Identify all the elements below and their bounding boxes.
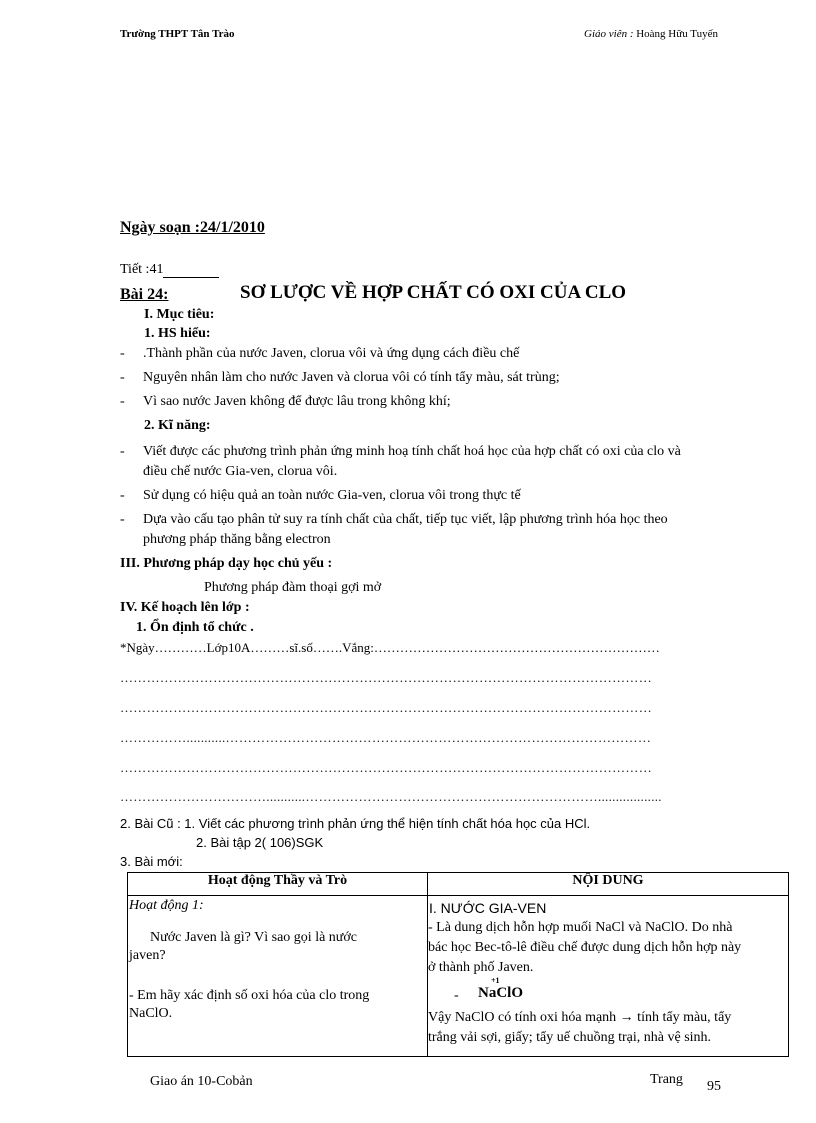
- understand-item-1: [120, 346, 520, 362]
- teacher-info: [584, 28, 718, 40]
- content-line: - Là dung dịch hỗn hợp muối NaCl và NaClO. Do nhà: [428, 920, 733, 935]
- period-underline: [163, 265, 219, 278]
- review-line-2: 2. Bài tập 2( 106)SGK: [196, 835, 324, 850]
- bullet: -: [120, 394, 125, 409]
- bullet: -: [120, 512, 125, 527]
- table-row: [128, 896, 789, 1057]
- understand-item-text: Vì sao nước Javen không để được lâu trong không khí;: [143, 394, 451, 409]
- question-2-line: NaClO.: [129, 1006, 173, 1021]
- dot-line: ……………...........……………………………………………………………………………………: [120, 730, 652, 745]
- dot-line: …………………………………………………………………………………………………………: [120, 700, 652, 715]
- question-2-line: - Em hãy xác định số oxi hóa của clo trong: [129, 988, 370, 1003]
- methods-text: Phương pháp đàm thoại gợi mở: [204, 580, 382, 595]
- content-line: bác học Bec-tô-lê điều chế được dung dịch hỗn hợp này: [428, 940, 742, 955]
- dot-line: …………………………………………………………………………………………………………: [120, 670, 652, 685]
- skills-item-3: [120, 512, 668, 547]
- lesson-number: Bài 24:: [120, 286, 169, 303]
- school-name: Trường THPT Tân Trào: [120, 28, 235, 40]
- dot-line: …………………………………………………………………………………………………………: [120, 760, 652, 775]
- activity-title: Hoạt động 1:: [129, 898, 204, 913]
- skills-item-line: Sử dụng có hiệu quả an toàn nước Gia-ven, clorua vôi trong thực tế: [143, 488, 521, 503]
- plan-heading: IV. Kế hoạch lên lớp :: [120, 600, 250, 615]
- footer-left: Giao án 10-Cobản: [150, 1074, 253, 1089]
- understand-item-2: [120, 370, 560, 386]
- skills-item-line: Dựa vào cấu tạo phân tử suy ra tính chất của chất, tiếp tục viết, lập phương trình hóa học theo: [143, 512, 668, 527]
- bullet: -: [120, 444, 125, 459]
- teacher-label: Giáo viên :: [584, 28, 634, 40]
- oxidation-state: +1: [491, 976, 500, 985]
- table-header-row: [128, 873, 789, 896]
- question-1-line: javen?: [129, 948, 166, 963]
- footer-right: Trang: [650, 1072, 683, 1087]
- formula: NaClO: [478, 985, 523, 1001]
- understand-heading: 1. HS hiểu:: [144, 326, 211, 341]
- question-1-line: Nước Javen là gì? Vì sao gọi là nước: [150, 930, 358, 945]
- understand-item-text: Nguyên nhân làm cho nước Javen và clorua vôi có tính tẩy màu, sát trùng;: [143, 370, 560, 385]
- new-lesson-label: 3. Bài mới:: [120, 854, 183, 869]
- lesson-title: SƠ LƯỢC VỀ HỢP CHẤT CÓ OXI CỦA CLO: [240, 282, 627, 303]
- lesson-table: [127, 872, 789, 1057]
- formula-dash: -: [454, 988, 459, 1003]
- skills-item-line: phương pháp thăng bằng electron: [143, 532, 331, 547]
- bullet: -: [120, 346, 125, 361]
- dot-line: ……………………………...........…………………………………………………………..................: [120, 789, 662, 804]
- content-line: Vậy NaClO có tính oxi hóa mạnh → tính tẩy màu, tẩy: [428, 1010, 732, 1025]
- understand-item-text: .Thành phần của nước Javen, clorua vôi và ứng dụng cách điều chế: [143, 346, 520, 361]
- skills-item-2: [120, 488, 521, 504]
- skills-heading: 2. Kĩ năng:: [144, 418, 211, 433]
- review-line-1: 2. Bài Cũ : 1. Viết các phương trình phản ứng thể hiện tính chất hóa học của HCl.: [120, 816, 591, 831]
- methods-heading: III. Phương pháp dạy học chủ yếu :: [120, 556, 333, 571]
- organization-heading: 1. Ổn định tổ chức .: [136, 620, 254, 635]
- period: [120, 262, 219, 278]
- section-title: I. NƯỚC GIA-VEN: [429, 900, 547, 916]
- bullet: -: [120, 488, 125, 503]
- activity-cell: [128, 896, 428, 1057]
- skills-item-1: [120, 444, 681, 479]
- skills-item-line: Viết được các phương trình phản ứng minh hoạ tính chất hoá học của hợp chất có oxi của clo và: [143, 444, 681, 459]
- objectives-heading: I. Mục tiêu:: [144, 307, 215, 322]
- page-number: 95: [707, 1079, 721, 1094]
- content-cell: [428, 896, 789, 1057]
- period-label: Tiết :41: [120, 262, 164, 277]
- understand-item-3: [120, 394, 451, 410]
- content-line: ở thành phố Javen.: [428, 960, 534, 975]
- attendance-line: *Ngày…………Lớp10A………sĩ.số…….Vắng:…………………………………………………………: [120, 640, 660, 655]
- col-content-header: NỘI DUNG: [428, 873, 789, 896]
- teacher-name: Hoàng Hữu Tuyến: [636, 28, 718, 40]
- bullet: -: [120, 370, 125, 385]
- preparation-date: Ngày soạn :24/1/2010: [120, 219, 265, 236]
- col-activity-header: Hoạt động Thầy và Trò: [128, 873, 428, 896]
- skills-item-line: điều chế nước Gia-ven, clorua vôi.: [143, 464, 338, 479]
- content-line: trắng vải sợi, giấy; tẩy uế chuồng trại, nhà vệ sinh.: [428, 1030, 712, 1045]
